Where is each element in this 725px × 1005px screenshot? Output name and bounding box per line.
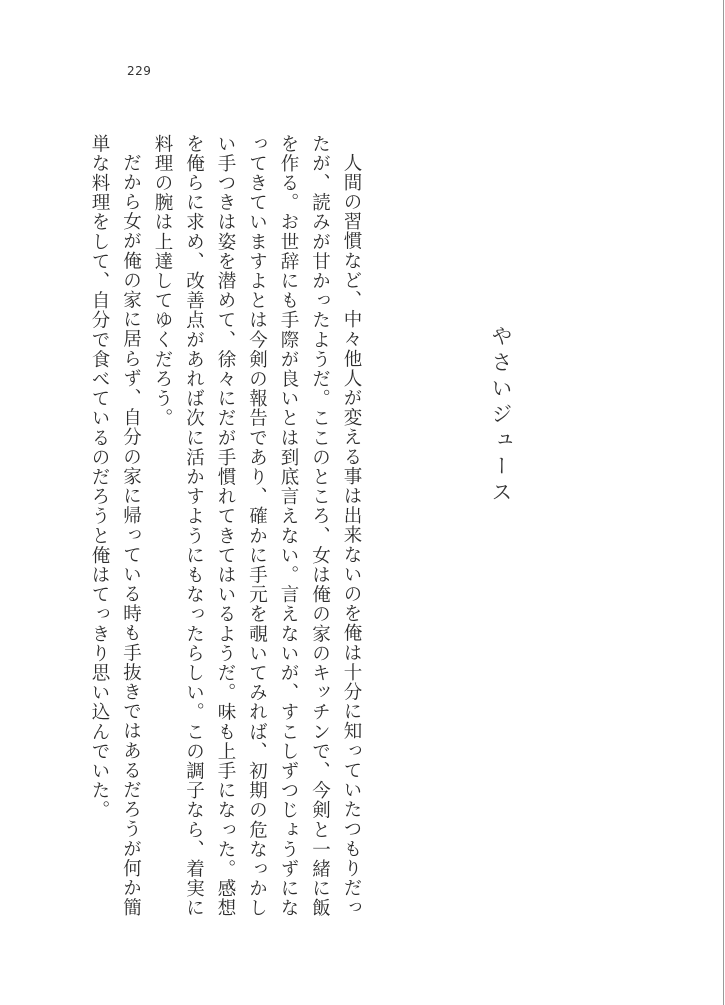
body-text [84,134,368,934]
paragraph-2: だから女が俺の家に居らず、自分の家に帰っている時も手抜きではあるだろうが何か簡単な料理をして、自分で食べているのだろうと俺はてっきり思い込んでいた。 [89,134,142,917]
paragraph-1: 人間の習慣など、中々他人が変える事は出来ないのを俺は十分に知っていたつもりだったが、読みが甘かったようだ。ここのところ、女は俺の家のキッチンで、今剣と一緒に飯を作る。お世辞にも手際が良いとは到底言えない。言えないが、すこしずつじょうずになってきていますよとは今剣の報告であり、確かに手元を覗いてみれば、初期の危なっかしい手つきは姿を潜めて、徐々にだが手慣れてきてはいるようだ。味も上手になった。感想を俺らに求め、改善点があれば次に活かすようにもなったらしい。この調子なら、着実に料理の腕は上達してゆくだろう。 [152,134,362,918]
running-title: やさいジュース [489,325,513,507]
page-number: 229 [127,64,152,78]
page-edge-divider [723,0,724,1005]
